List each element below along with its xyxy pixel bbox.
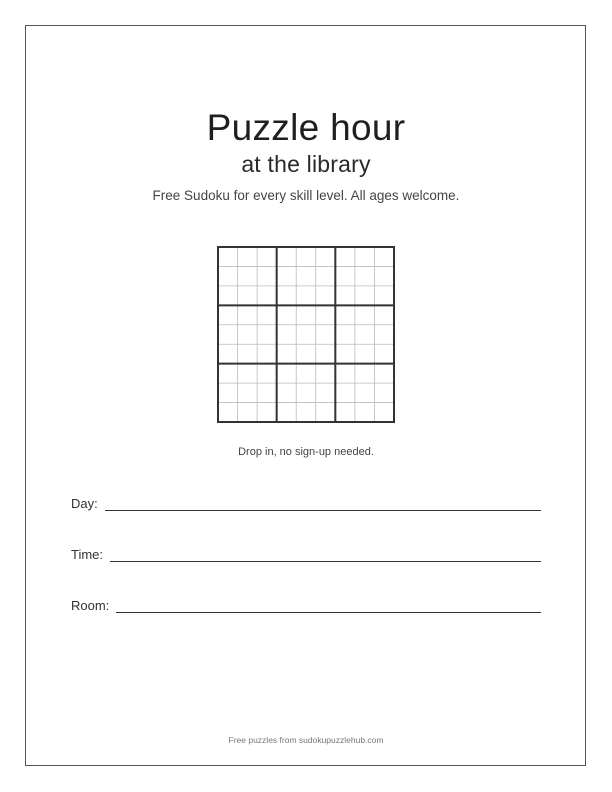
drop-in-note: Drop in, no sign-up needed. [238, 446, 374, 458]
page-subtitle: at the library [241, 151, 371, 177]
day-field[interactable] [71, 493, 541, 513]
time-line[interactable] [110, 560, 541, 562]
sudoku-grid [217, 246, 395, 423]
room-label: Room: [71, 598, 110, 613]
page-title: Puzzle hour [206, 107, 406, 148]
time-label: Time: [71, 547, 104, 562]
time-field[interactable] [71, 544, 541, 564]
day-label: Day: [71, 496, 98, 511]
footer-credit: Free puzzles from sudokupuzzlehub.com [228, 735, 384, 745]
room-field[interactable] [71, 595, 541, 615]
day-line[interactable] [105, 509, 541, 511]
room-line[interactable] [116, 611, 541, 613]
tagline: Free Sudoku for every skill level. All ages welcome. [152, 188, 460, 203]
